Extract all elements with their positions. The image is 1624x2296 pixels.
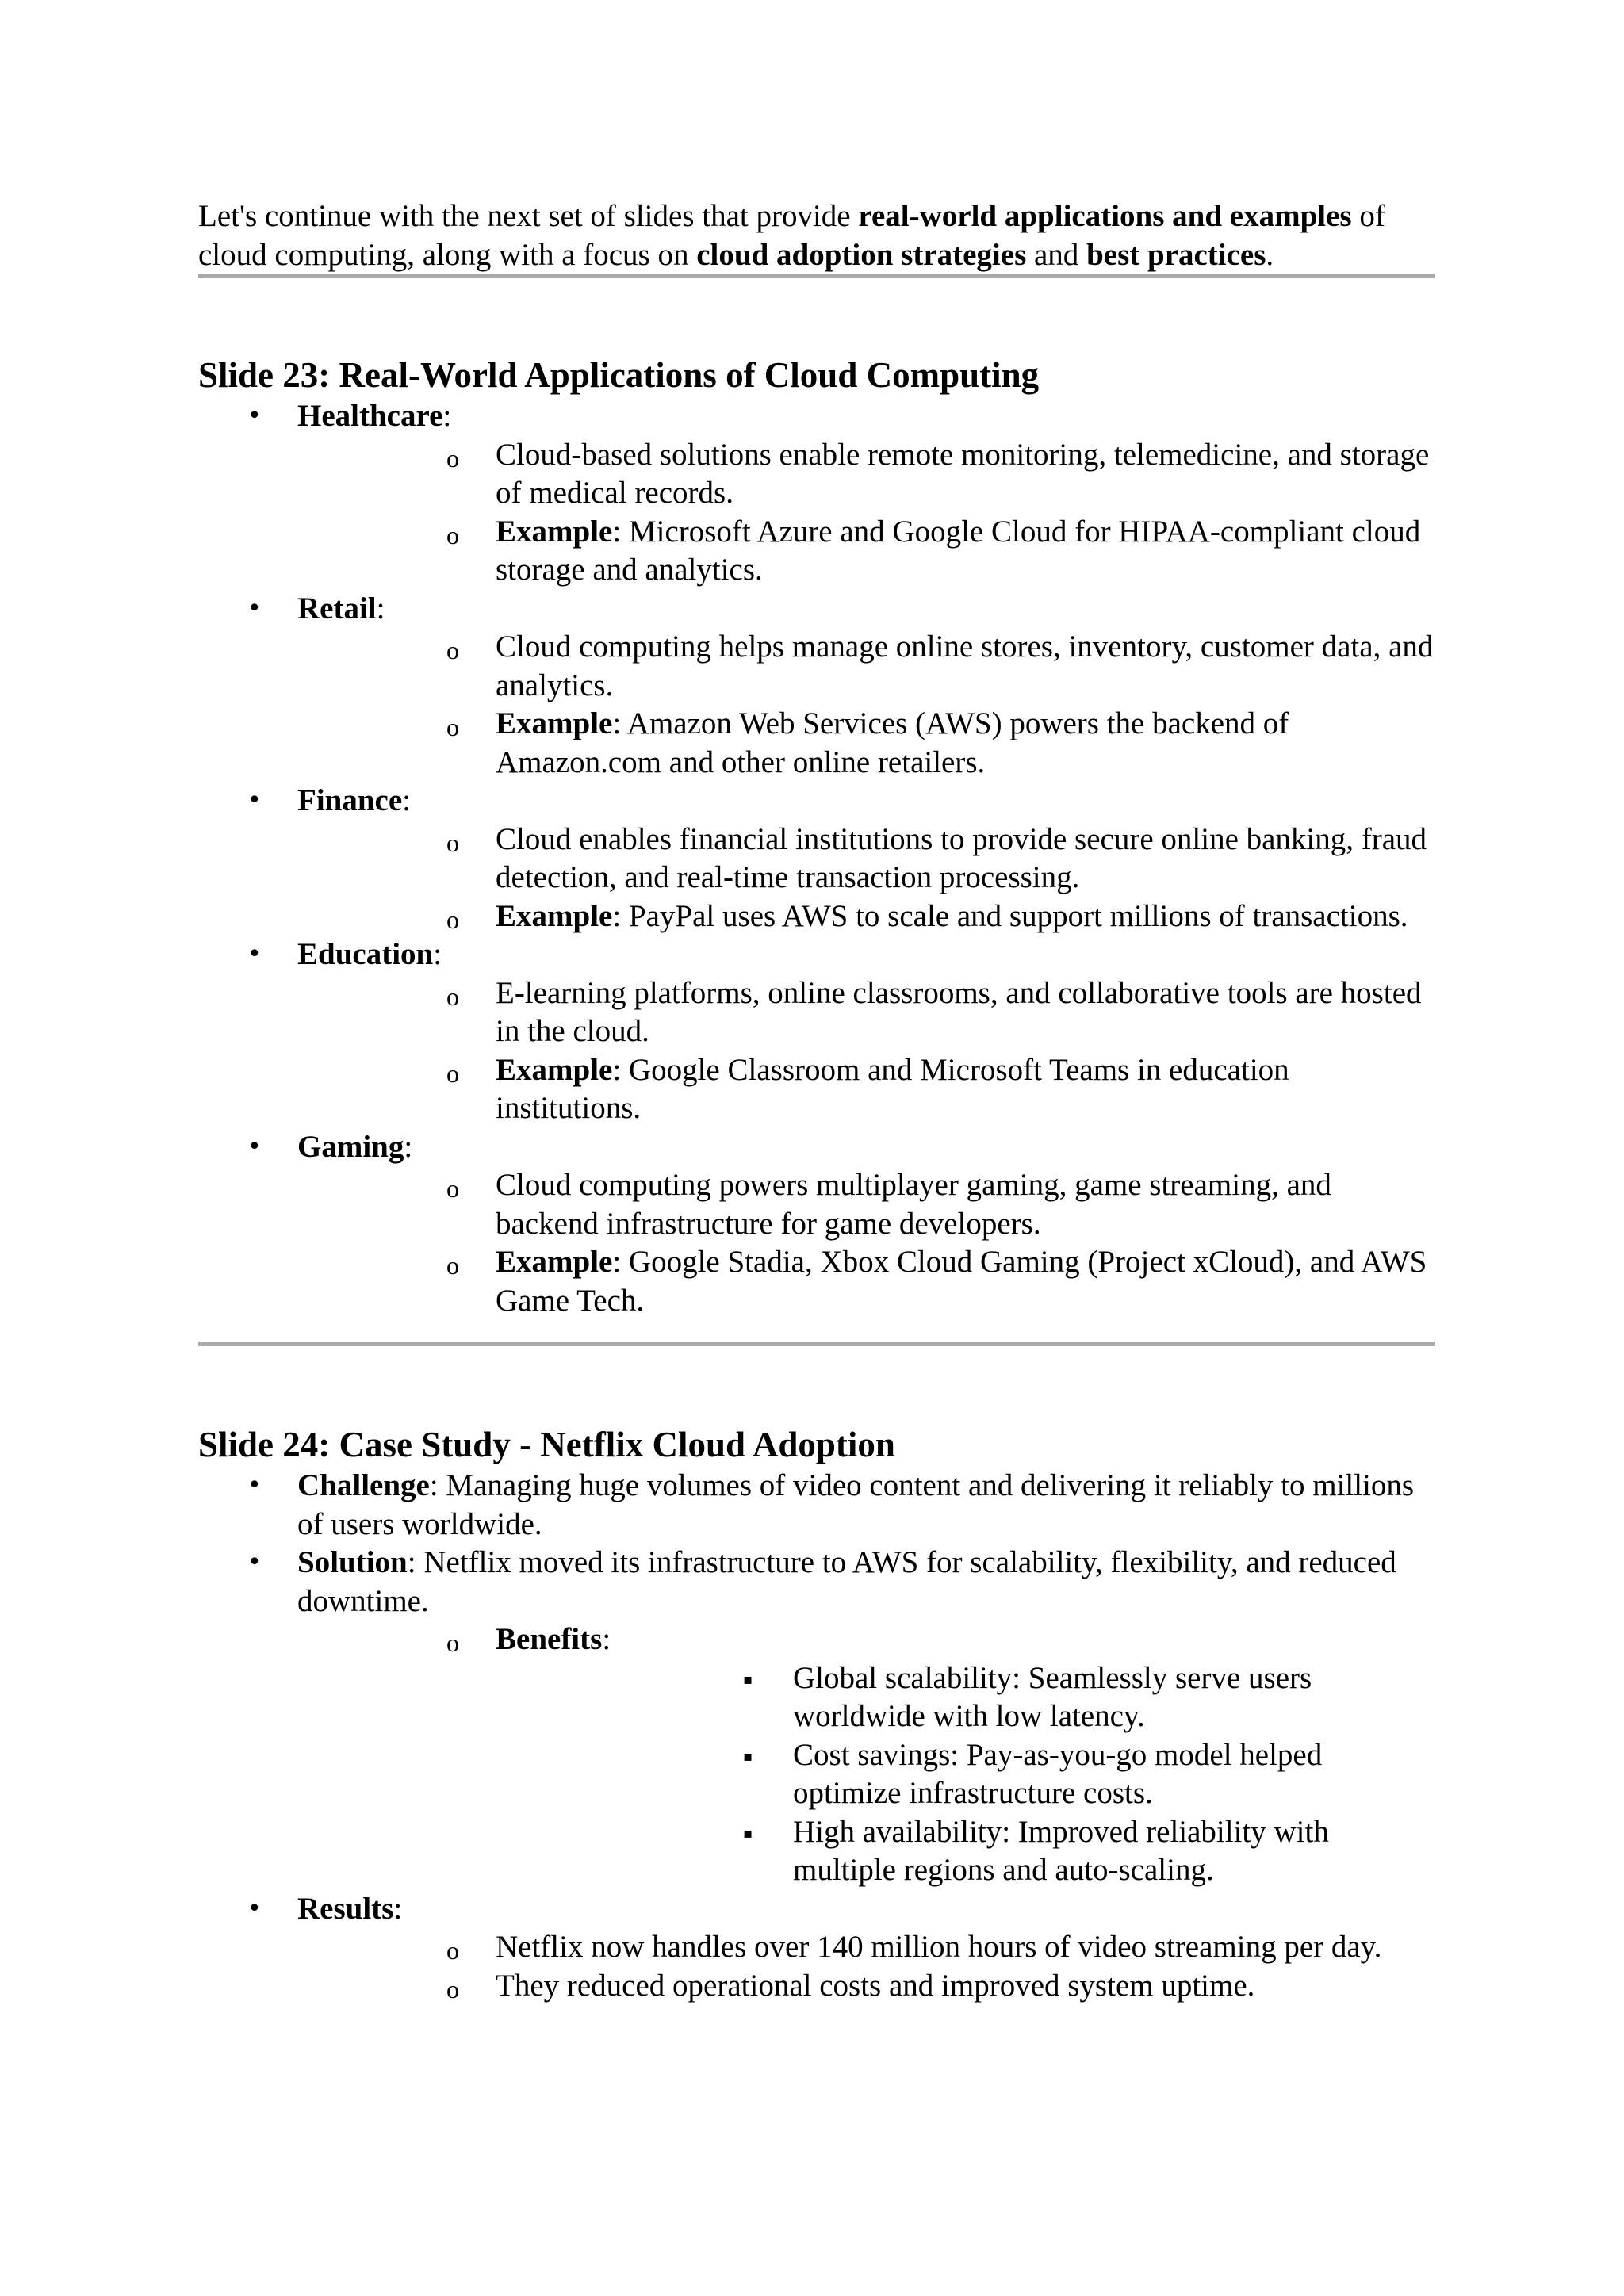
intro-bold-3: best practices [1086, 238, 1266, 272]
description-text: Cloud-based solutions enable remote monitoring, telemedicine, and storage of medical records. [496, 437, 1430, 510]
list-item [297, 974, 1435, 1051]
benefit-text: Global scalability: Seamlessly serve users worldwide with low latency. [793, 1660, 1312, 1733]
section-label: Healthcare [297, 399, 443, 433]
colon: : [376, 591, 385, 626]
bullet-marker: • [247, 594, 262, 622]
bullet-marker: • [247, 940, 262, 968]
result-text: Netflix now handles over 140 million hours of video streaming per day. [496, 1930, 1382, 1964]
circle-marker: o [446, 982, 459, 1011]
list-item [297, 1051, 1435, 1128]
solution-text: : Netflix moved its infrastructure to AWS for scalability, flexibility, and reduced downtime. [297, 1545, 1396, 1618]
list-item [297, 897, 1435, 936]
sub-list [297, 1928, 1435, 2005]
list-item [198, 1544, 1435, 1890]
list-item [198, 782, 1435, 936]
list-item [198, 1128, 1435, 1321]
description-text: Cloud computing helps manage online stores, inventory, customer data, and analytics. [496, 629, 1434, 702]
challenge-label: Challenge [297, 1468, 430, 1502]
sub-list [297, 628, 1435, 782]
list-item [198, 1890, 1435, 2006]
circle-marker: o [446, 443, 459, 473]
bullet-marker: • [247, 1471, 262, 1499]
bullet-marker: • [247, 1548, 262, 1576]
document-page [198, 197, 1435, 2005]
circle-marker: o [446, 828, 459, 857]
colon: : [433, 937, 442, 971]
list-item [297, 1243, 1435, 1320]
section-label: Finance [297, 783, 403, 817]
circle-marker: o [446, 1251, 459, 1280]
example-text: : Google Classroom and Microsoft Teams in education institutions. [496, 1052, 1289, 1125]
intro-bold-2: cloud adoption strategies [696, 238, 1027, 272]
bullet-marker: • [247, 786, 262, 814]
circle-marker: o [446, 1974, 459, 2003]
sub-list [297, 821, 1435, 936]
divider [198, 1342, 1435, 1346]
example-label: Example [496, 706, 613, 740]
example-text: : PayPal uses AWS to scale and support millions of transactions. [612, 898, 1408, 933]
list-item [297, 1928, 1435, 1967]
description-text: E-learning platforms, online classrooms, and collaborative tools are hosted in the cloud. [496, 975, 1422, 1048]
list-item [198, 1467, 1435, 1544]
sub-list [297, 436, 1435, 590]
intro-paragraph [198, 197, 1435, 274]
list-item [297, 628, 1435, 705]
divider [198, 274, 1435, 278]
example-text: : Amazon Web Services (AWS) powers the backend of Amazon.com and other online retailers. [496, 706, 1289, 779]
intro-text-3: and [1026, 238, 1087, 272]
circle-marker: o [446, 1936, 459, 1965]
list-item [496, 1813, 1435, 1890]
circle-marker: o [446, 713, 459, 741]
description-text: Cloud computing powers multiplayer gaming, game streaming, and backend infrastructure for game developers. [496, 1168, 1331, 1241]
benefit-text: Cost savings: Pay-as-you-go model helped optimize infrastructure costs. [793, 1737, 1323, 1810]
section-label: Gaming [297, 1129, 404, 1164]
intro-bold-1: real-world applications and examples [858, 199, 1352, 233]
square-marker: ▪ [743, 1824, 753, 1842]
intro-text-1: Let's continue with the next set of slides that provide [198, 199, 859, 233]
challenge-text: : Managing huge volumes of video content and delivering it reliably to millions of users worldwide. [297, 1468, 1415, 1541]
colon: : [402, 783, 412, 817]
circle-marker: o [446, 636, 459, 664]
section-label: Education [297, 937, 434, 971]
circle-marker: o [446, 1058, 459, 1088]
bullet-marker: • [247, 1132, 262, 1161]
list-item [198, 590, 1435, 783]
list-item [496, 1659, 1435, 1736]
colon: : [393, 1891, 403, 1926]
sub-list [297, 1166, 1435, 1320]
example-label: Example [496, 1245, 613, 1279]
colon: : [442, 399, 452, 433]
benefits-label: Benefits [496, 1622, 603, 1656]
list-item [297, 705, 1435, 782]
intro-text-4: . [1266, 238, 1274, 272]
example-text: : Google Stadia, Xbox Cloud Gaming (Project xCloud), and AWS Game Tech. [496, 1245, 1427, 1318]
result-text: They reduced operational costs and improved system uptime. [496, 1968, 1255, 2003]
slide-23-title: Slide 23: Real-World Applications of Cloud Computing [198, 355, 1040, 395]
example-label: Example [496, 1052, 613, 1087]
circle-marker: o [446, 1174, 459, 1203]
list-item [297, 821, 1435, 897]
list-item [297, 1967, 1435, 2006]
list-item [496, 1736, 1435, 1813]
example-text: : Microsoft Azure and Google Cloud for HIPAA-compliant cloud storage and analytics. [496, 514, 1421, 587]
results-label: Results [297, 1891, 394, 1926]
list-item [297, 1621, 1435, 1890]
example-label: Example [496, 898, 613, 933]
colon: : [602, 1622, 611, 1656]
slide-24-list [198, 1467, 1435, 2005]
benefit-text: High availability: Improved reliability with multiple regions and auto-scaling. [793, 1814, 1329, 1887]
description-text: Cloud enables financial institutions to provide secure online banking, fraud detection, and real-time transaction processing. [496, 821, 1427, 894]
bullet-marker: • [247, 402, 262, 430]
benefits-list [496, 1659, 1435, 1890]
list-item [297, 1166, 1435, 1243]
sub-list [297, 974, 1435, 1128]
list-item [297, 436, 1435, 513]
example-label: Example [496, 514, 613, 549]
list-item [198, 936, 1435, 1128]
circle-marker: o [446, 905, 459, 934]
slide-24-title: Slide 24: Case Study - Netflix Cloud Adoption [198, 1425, 895, 1464]
bullet-marker: • [247, 1894, 262, 1923]
slide-23-list [198, 397, 1435, 1320]
circle-marker: o [446, 520, 459, 549]
circle-marker: o [446, 1628, 459, 1657]
list-item [297, 513, 1435, 590]
square-marker: ▪ [743, 1747, 753, 1765]
intro-text-2: of cloud computing, along with a focus on [198, 199, 1385, 272]
square-marker: ▪ [743, 1670, 753, 1688]
section-label: Retail [297, 591, 377, 626]
colon: : [404, 1129, 413, 1164]
list-item [198, 397, 1435, 590]
solution-label: Solution [297, 1545, 408, 1579]
sub-list [297, 1621, 1435, 1890]
